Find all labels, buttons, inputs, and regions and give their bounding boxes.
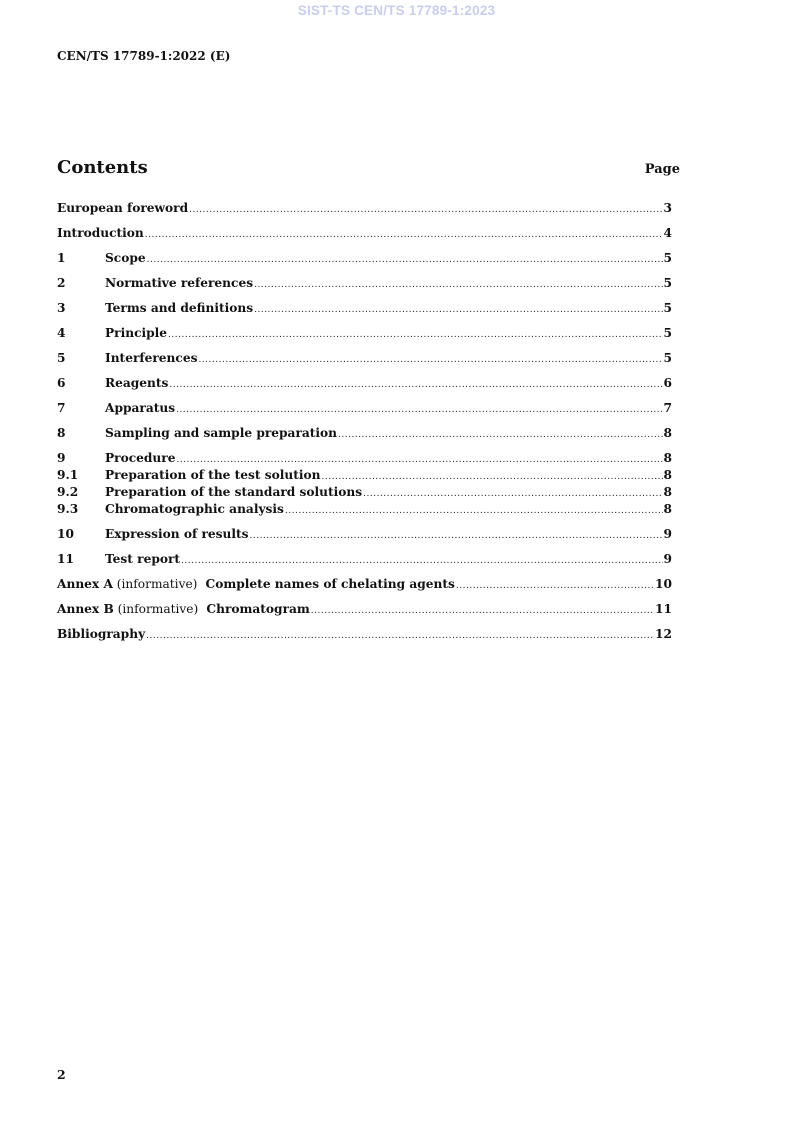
watermark: SIST-TS CEN/TS 17789-1:2023 bbox=[297, 3, 496, 18]
toc-entry-title: Interferences bbox=[105, 351, 198, 365]
toc-entry[interactable] bbox=[57, 501, 672, 517]
toc-entry-page: 11 bbox=[655, 602, 672, 616]
toc-dot-leader bbox=[169, 377, 662, 393]
toc-entry[interactable] bbox=[57, 467, 672, 483]
toc-entry-page: 8 bbox=[663, 485, 672, 499]
toc-entry[interactable] bbox=[57, 425, 672, 441]
toc-entry-page: 8 bbox=[663, 426, 672, 440]
contents-title: Contents bbox=[57, 157, 148, 178]
toc-entry-label bbox=[105, 375, 168, 391]
toc-dot-leader bbox=[254, 302, 662, 318]
toc-entry-number: 11 bbox=[57, 552, 74, 566]
toc-dot-leader bbox=[176, 452, 662, 468]
toc-dot-leader bbox=[285, 503, 663, 519]
toc-entry[interactable] bbox=[57, 526, 672, 542]
toc-entry-title: Apparatus bbox=[105, 401, 176, 415]
toc-entry-number: 10 bbox=[57, 527, 74, 541]
toc-dot-leader bbox=[176, 402, 662, 418]
toc-entry-title: Scope bbox=[105, 251, 146, 265]
toc-entry-label bbox=[105, 275, 253, 291]
toc-entry-page: 5 bbox=[663, 351, 672, 365]
toc-entry-title: Preparation of the test solution bbox=[105, 468, 321, 482]
toc-entry-label bbox=[57, 200, 188, 216]
toc-entry-page: 5 bbox=[663, 276, 672, 290]
toc-entry-title: Bibliography bbox=[57, 627, 146, 641]
toc-entry-title: Terms and definitions bbox=[105, 301, 254, 315]
toc-entry-number: 6 bbox=[57, 376, 66, 390]
toc-entry-title: Sampling and sample preparation bbox=[105, 426, 338, 440]
toc-entry-title: European foreword bbox=[57, 201, 189, 215]
toc-entry-title: Chromatographic analysis bbox=[105, 502, 284, 516]
toc-entry-label bbox=[105, 400, 175, 416]
toc-entry-page: 4 bbox=[663, 226, 672, 240]
toc-dot-leader bbox=[168, 327, 662, 343]
toc-entry-title: Introduction bbox=[57, 226, 144, 240]
toc-entry-number: 9.1 bbox=[57, 468, 79, 482]
toc-entry-label bbox=[105, 425, 337, 441]
toc-entry-label bbox=[57, 576, 455, 592]
toc-entry[interactable] bbox=[57, 225, 672, 241]
toc-entry-page: 5 bbox=[663, 301, 672, 315]
toc-dot-leader bbox=[198, 352, 662, 368]
toc-entry-label bbox=[105, 501, 284, 517]
toc-entry[interactable] bbox=[57, 325, 672, 341]
toc-entry-page: 7 bbox=[663, 401, 672, 415]
toc-entry-annex-title: Chromatogram bbox=[202, 602, 310, 616]
toc-entry-page: 9 bbox=[663, 552, 672, 566]
toc-entry-label bbox=[105, 300, 253, 316]
toc-dot-leader bbox=[322, 469, 663, 485]
toc-dot-leader bbox=[254, 277, 662, 293]
toc-entry-title: Normative references bbox=[105, 276, 254, 290]
toc-entry-label bbox=[57, 601, 310, 617]
document-id: CEN/TS 17789-1:2022 (E) bbox=[57, 49, 231, 63]
toc-dot-leader bbox=[338, 427, 663, 443]
toc-entry-number: 7 bbox=[57, 401, 66, 415]
toc-entry-page: 8 bbox=[663, 451, 672, 465]
toc-entry-page: 9 bbox=[663, 527, 672, 541]
toc-entry-label bbox=[105, 450, 175, 466]
page-number: 2 bbox=[57, 1067, 66, 1082]
toc-entry-label bbox=[105, 250, 146, 266]
toc-entry-number: 3 bbox=[57, 301, 66, 315]
toc-entry-number: 4 bbox=[57, 326, 66, 340]
toc-entry-label bbox=[57, 626, 145, 642]
toc-entry-number: 8 bbox=[57, 426, 66, 440]
toc-entry[interactable] bbox=[57, 350, 672, 366]
toc-entry-page: 12 bbox=[655, 627, 672, 641]
toc-entry-page: 8 bbox=[663, 502, 672, 516]
toc-entry-number: 2 bbox=[57, 276, 66, 290]
toc-entry-title: Reagents bbox=[105, 376, 169, 390]
toc-entry-title: Test report bbox=[105, 552, 181, 566]
toc-entry[interactable] bbox=[57, 626, 672, 642]
toc-entry[interactable] bbox=[57, 551, 672, 567]
toc-dot-leader bbox=[147, 252, 663, 268]
toc-entry-title: Procedure bbox=[105, 451, 176, 465]
toc-entry[interactable] bbox=[57, 200, 672, 216]
toc-entry-page: 3 bbox=[663, 201, 672, 215]
toc-entry-number: 9 bbox=[57, 451, 66, 465]
toc-entry-label bbox=[105, 526, 248, 542]
toc-entry-label bbox=[105, 467, 321, 483]
toc-entry[interactable] bbox=[57, 300, 672, 316]
toc-entry-annex-title: Complete names of chelating agents bbox=[201, 577, 455, 591]
toc-entry[interactable] bbox=[57, 576, 672, 592]
toc-entry[interactable] bbox=[57, 601, 672, 617]
toc-entry[interactable] bbox=[57, 484, 672, 500]
toc-entry-title: Principle bbox=[105, 326, 168, 340]
toc-dot-leader bbox=[249, 528, 662, 544]
toc-entry-page: 5 bbox=[663, 326, 672, 340]
toc-entry-annex-type: (informative) bbox=[112, 577, 202, 591]
toc-dot-leader bbox=[311, 603, 654, 619]
toc-dot-leader bbox=[146, 628, 654, 644]
toc-entry[interactable] bbox=[57, 400, 672, 416]
toc-entry[interactable] bbox=[57, 275, 672, 291]
toc-entry-number: 1 bbox=[57, 251, 66, 265]
toc-entry-title: Expression of results bbox=[105, 527, 249, 541]
toc-dot-leader bbox=[456, 578, 654, 594]
toc-entry-label bbox=[105, 350, 197, 366]
toc-dot-leader bbox=[363, 486, 662, 502]
toc-entry[interactable] bbox=[57, 250, 672, 266]
toc-entry-title: Preparation of the standard solutions bbox=[105, 485, 363, 499]
toc-dot-leader bbox=[189, 202, 662, 218]
toc-entry-label bbox=[105, 551, 180, 567]
toc-entry-number: 5 bbox=[57, 351, 66, 365]
toc-entry-page: 8 bbox=[663, 468, 672, 482]
toc-entry-label bbox=[57, 225, 144, 241]
toc-entry-title: Annex B bbox=[57, 602, 114, 616]
toc-entry-label bbox=[105, 484, 362, 500]
toc-entry-number: 9.2 bbox=[57, 485, 79, 499]
toc-entry[interactable] bbox=[57, 375, 672, 391]
toc-dot-leader bbox=[181, 553, 662, 569]
toc-entry[interactable] bbox=[57, 450, 672, 466]
page-column-label: Page bbox=[644, 162, 680, 177]
toc-entry-page: 5 bbox=[663, 251, 672, 265]
toc-entry-page: 6 bbox=[663, 376, 672, 390]
toc-entry-number: 9.3 bbox=[57, 502, 79, 516]
toc-dot-leader bbox=[145, 227, 663, 243]
table-of-contents bbox=[57, 200, 672, 651]
toc-entry-annex-type: (informative) bbox=[113, 602, 203, 616]
toc-entry-title: Annex A bbox=[57, 577, 113, 591]
toc-entry-page: 10 bbox=[655, 577, 672, 591]
toc-entry-label bbox=[105, 325, 167, 341]
